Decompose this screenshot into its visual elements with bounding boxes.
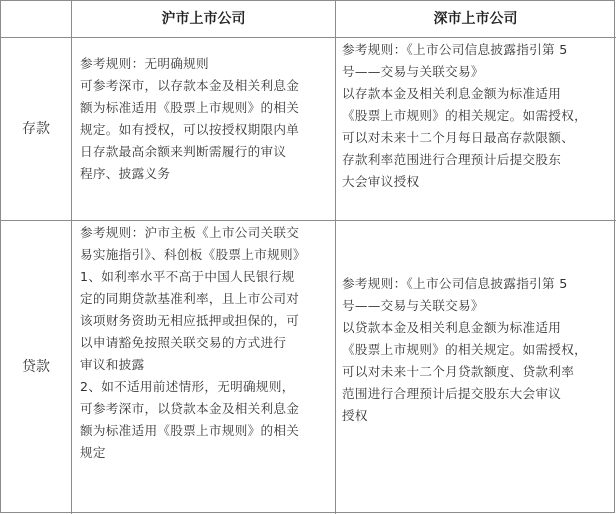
text-line: 以申请豁免按照关联交易的方式进行 xyxy=(80,335,287,350)
text-line: 授权 xyxy=(342,408,368,423)
column-divider xyxy=(71,1,72,514)
text-line: 以存款本金及相关利息金额为标准适用 xyxy=(342,86,562,101)
text-line: 可参考深市，以贷款本金及相关利息金 xyxy=(80,401,300,416)
text-line: 可参考深市，以存款本金及相关利息金 xyxy=(80,78,300,93)
text-line: 参考规则：《上市公司信息披露指引第 5 xyxy=(342,276,568,291)
text-line: 参考规则：无明确规则 xyxy=(80,56,209,71)
deposit-shenzhen-cell xyxy=(342,39,614,193)
text-line: 易实施指引》、科创板《股票上市规则》 xyxy=(80,247,306,262)
text-line: 额为标准适用《股票上市规则》的相关 xyxy=(80,423,300,438)
text-line: 《股票上市规则》的相关规定。如需授权， xyxy=(342,342,587,357)
loan-shenzhen-cell xyxy=(342,273,614,427)
text-line: 存款利率范围进行合理预计后提交股东 xyxy=(342,152,562,167)
text-line: 2、如不适用前述情形，无明确规则， xyxy=(80,379,295,394)
column-divider xyxy=(335,1,336,514)
header-shanghai: 沪市上市公司 xyxy=(161,11,246,27)
text-line: 定的同期贷款基准利率，且上市公司对 xyxy=(80,291,300,306)
text-line: 日存款最高余额来判断需履行的审议 xyxy=(80,144,287,159)
text-line: 可以对未来十二个月贷款额度、贷款利率 xyxy=(342,364,575,379)
text-line: 号——交易与关联交易》 xyxy=(342,64,484,79)
text-line: 可以对未来十二个月每日最高存款限额、 xyxy=(342,130,575,145)
text-line: 额为标准适用《股票上市规则》的相关 xyxy=(80,100,300,115)
text-line: 范围进行合理预计后提交股东大会审议 xyxy=(342,386,562,401)
header-divider xyxy=(1,37,616,38)
text-line: 大会审议授权 xyxy=(342,174,420,189)
text-line: 参考规则：《上市公司信息披露指引第 5 xyxy=(342,42,568,57)
text-line: 程序、披露义务 xyxy=(80,166,171,181)
row-label-loan: 贷款 xyxy=(22,359,50,375)
loan-shanghai-cell xyxy=(80,222,334,464)
row-label-deposit: 存款 xyxy=(22,121,50,137)
deposit-shanghai-cell xyxy=(80,53,334,185)
text-line: 规定。如有授权，可以按授权期限内单 xyxy=(80,122,300,137)
text-line: 审议和披露 xyxy=(80,357,145,372)
header-shenzhen: 深市上市公司 xyxy=(433,11,518,27)
text-line: 以贷款本金及相关利息金额为标准适用 xyxy=(342,320,562,335)
text-line: 号——交易与关联交易》 xyxy=(342,298,484,313)
row-divider xyxy=(1,220,616,221)
text-line: 《股票上市规则》的相关规定。如需授权， xyxy=(342,108,587,123)
text-line: 1、如利率水平不高于中国人民银行规 xyxy=(80,269,295,284)
text-line: 该项财务资助无相应抵押或担保的，可 xyxy=(80,313,300,328)
text-line: 参考规则：沪市主板《上市公司关联交 xyxy=(80,225,300,240)
text-line: 规定 xyxy=(80,445,106,460)
